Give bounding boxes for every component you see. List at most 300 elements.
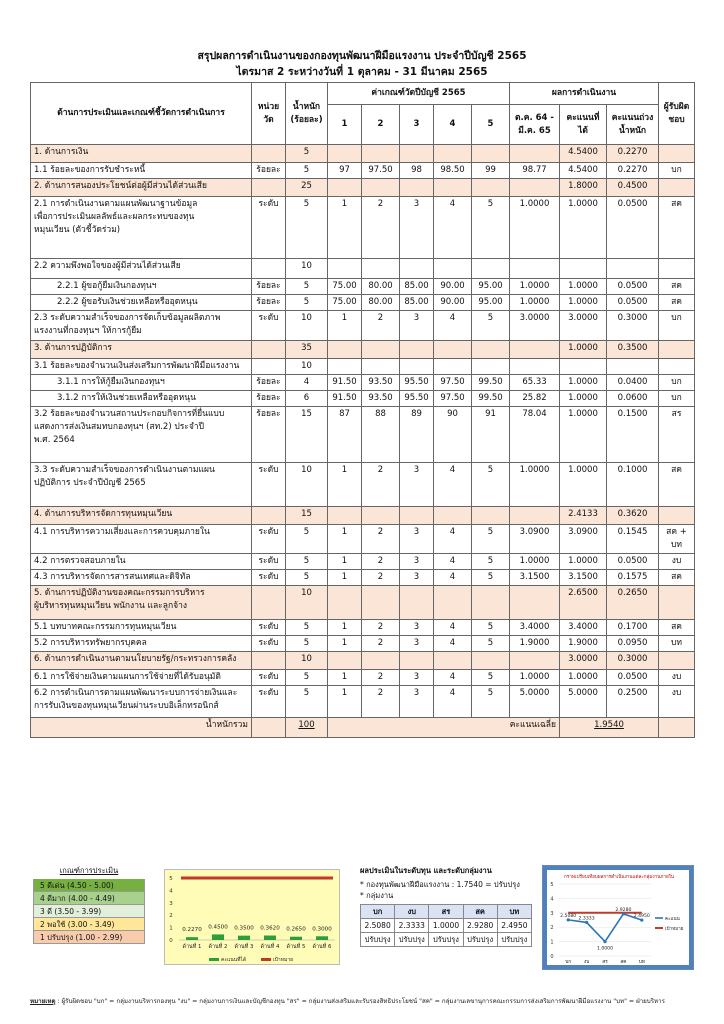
- y-tick-label: 3: [550, 910, 554, 917]
- target-cell: 5: [472, 670, 510, 686]
- target-cell: 85.00: [400, 295, 434, 311]
- indicator-row: [31, 197, 695, 259]
- target-cell: 2: [362, 525, 400, 554]
- target-cell: [472, 179, 510, 197]
- weight-cell: 5: [286, 525, 328, 554]
- owner-cell: สค + บท: [659, 525, 695, 554]
- target-cell: 99.50: [472, 375, 510, 391]
- target-cell: 4: [434, 554, 472, 570]
- indicator-label: 2.3 ระดับความสำเร็จของการจัดเก็บข้อมูลผลิตภาพ แรงงานที่กองทุนฯ ให้การกู้ยืม: [31, 311, 252, 341]
- bar-value-label: 0.2650: [286, 926, 306, 933]
- group-name: บก: [361, 905, 395, 919]
- weight-header: น้ำหนัก (ร้อยละ): [286, 83, 328, 145]
- group-score: 2.5080: [361, 919, 395, 933]
- owner-cell: [659, 586, 695, 620]
- weighted-score-cell: 0.4500: [607, 179, 659, 197]
- total-row: [31, 718, 695, 738]
- weighted-score-cell: 0.1545: [607, 525, 659, 554]
- group-name: งบ: [395, 905, 429, 919]
- unit-cell: [252, 359, 286, 375]
- indicator-row: [31, 375, 695, 391]
- owner-cell: สค: [659, 620, 695, 636]
- weight-cell: 5: [286, 145, 328, 163]
- score-cell: 1.9000: [560, 636, 607, 652]
- target-cell: [434, 507, 472, 525]
- score-cell: 3.0900: [560, 525, 607, 554]
- unit-cell: [252, 341, 286, 359]
- summary-heading: ผลประเมินในระดับทุน และระดับกลุ่มงาน: [360, 866, 492, 875]
- weight-cell: 5: [286, 570, 328, 586]
- indicator-row: [31, 295, 695, 311]
- y-tick-label: 2: [550, 925, 554, 932]
- target-cell: 91: [472, 407, 510, 463]
- weighted-score-cell: 0.0500: [607, 295, 659, 311]
- score-cell: 1.0000: [560, 407, 607, 463]
- target-cell: [400, 507, 434, 525]
- category-label: ด้านที่ 3: [234, 944, 254, 950]
- score-cell: 1.0000: [560, 670, 607, 686]
- weighted-score-cell: 0.0400: [607, 375, 659, 391]
- dimension-bar-chart: [164, 869, 340, 965]
- score-header: คะแนนที่ได้: [560, 105, 607, 145]
- target-cell: 2: [362, 554, 400, 570]
- bar-chart-svg: [165, 870, 341, 966]
- legend-label: คะแนนที่ได้: [221, 957, 247, 963]
- target-cell: 99: [472, 163, 510, 179]
- y-tick-label: 0: [550, 954, 554, 960]
- indicator-row: [31, 259, 695, 279]
- weighted-score-cell: 0.2270: [607, 145, 659, 163]
- target-cell: [362, 586, 400, 620]
- group-score: 2.3333: [395, 919, 429, 933]
- target-cell: [472, 145, 510, 163]
- unit-cell: ระดับ: [252, 525, 286, 554]
- target-cell: 1: [328, 670, 362, 686]
- unit-cell: ร้อยละ: [252, 295, 286, 311]
- target-cell: 85.00: [400, 279, 434, 295]
- owner-cell: งบ: [659, 554, 695, 570]
- weight-cell: 35: [286, 341, 328, 359]
- target-cell: 3: [400, 620, 434, 636]
- table-body: [31, 145, 695, 718]
- group-score: 2.9280: [463, 919, 497, 933]
- target-cell: [472, 507, 510, 525]
- indicator-row: [31, 525, 695, 554]
- period-result-cell: [510, 259, 560, 279]
- indicator-label: 2. ด้านการสนองประโยชน์ต่อผู้มีส่วนได้ส่วนเสีย: [31, 179, 252, 197]
- target-cell: [328, 341, 362, 359]
- unit-cell: ร้อยละ: [252, 279, 286, 295]
- category-label: สร: [602, 960, 608, 965]
- unit-cell: ระดับ: [252, 570, 286, 586]
- bar-value-label: 0.4500: [208, 924, 228, 931]
- point-value-label: 2.9280: [615, 907, 632, 913]
- period-result-cell: 65.33: [510, 375, 560, 391]
- group-rating: ปรับปรุง: [429, 933, 463, 947]
- indicator-label: 6. ด้านการดำเนินงานตามนโยบายรัฐ/กระทรวงการคลัง: [31, 652, 252, 670]
- group-rating: ปรับปรุง: [497, 933, 531, 947]
- weighted-score-cell: 0.1500: [607, 407, 659, 463]
- weighted-score-cell: 0.2500: [607, 686, 659, 718]
- unit-cell: ระดับ: [252, 620, 286, 636]
- y-tick-label: 0: [169, 938, 173, 944]
- score-bar: [238, 936, 250, 940]
- y-tick-label: 1: [550, 939, 554, 946]
- legend-item: 3 ดี (3.50 - 3.99): [33, 905, 145, 918]
- indicator-label: 6.2 การดำเนินการตามแผนพัฒนาระบบการจ่ายเงินและ การรับเงินของทุนหมุนเวียนผ่านระบบอิเล็กทรอนิกส์: [31, 686, 252, 718]
- unit-cell: [252, 179, 286, 197]
- weight-cell: 5: [286, 279, 328, 295]
- section-row: [31, 507, 695, 525]
- weight-cell: 10: [286, 652, 328, 670]
- owner-cell: บก: [659, 375, 695, 391]
- target-cell: 3: [400, 636, 434, 652]
- period-result-cell: 1.0000: [510, 295, 560, 311]
- indicator-row: [31, 311, 695, 341]
- target-cell: 80.00: [362, 295, 400, 311]
- target-cell: 75.00: [328, 295, 362, 311]
- indicator-label: 4.1 การบริหารความเสี่ยงและการควบคุมภายใน: [31, 525, 252, 554]
- report-title: สรุปผลการดำเนินงานของกองทุนพัฒนาฝีมือแรงงาน ประจำปีบัญชี 2565: [197, 50, 527, 62]
- owner-cell: [659, 259, 695, 279]
- score-bar: [212, 934, 224, 940]
- target-cell: [400, 145, 434, 163]
- target-cell: [434, 259, 472, 279]
- total-weight: 100: [286, 718, 328, 738]
- target-cell: 4: [434, 463, 472, 507]
- indicator-label: 4. ด้านการบริหารจัดการทุนหมุนเวียน: [31, 507, 252, 525]
- owner-cell: งบ: [659, 670, 695, 686]
- owner-cell: สร: [659, 407, 695, 463]
- group-name: บท: [497, 905, 531, 919]
- target-cell: [328, 359, 362, 375]
- level-header: 1: [328, 105, 362, 145]
- target-cell: 3: [400, 525, 434, 554]
- weighted-score-cell: 0.2270: [607, 163, 659, 179]
- target-cell: 3: [400, 686, 434, 718]
- indicator-row: [31, 636, 695, 652]
- unit-cell: [252, 145, 286, 163]
- bar-value-label: 0.2270: [182, 927, 202, 934]
- footnote-text: : ผู้รับผิดชอบ "บก" = กลุ่มงานบริหารกองทุน "งบ" = กลุ่มงานการเงินและบัญชีกองทุน "สร" = กลุ่มงานส่งเสริมและรับรองสิทธิประโยชน์ "สค" = กลุ่มงานเลขานุการคณะกรรมการส่งเสริมการพัฒนาฝีมือแรงงาน "บท" = ฝ่ายบริหาร: [57, 998, 665, 1005]
- unit-cell: [252, 259, 286, 279]
- period-result-cell: 25.82: [510, 391, 560, 407]
- target-cell: 89: [400, 407, 434, 463]
- target-cell: 5: [472, 554, 510, 570]
- target-cell: 97.50: [434, 391, 472, 407]
- target-cell: [400, 259, 434, 279]
- weight-cell: 6: [286, 391, 328, 407]
- target-cell: 88: [362, 407, 400, 463]
- target-cell: [400, 359, 434, 375]
- period-header: ต.ค. 64 - มี.ค. 65: [510, 105, 560, 145]
- score-cell: 3.0000: [560, 311, 607, 341]
- target-cell: 2: [362, 570, 400, 586]
- target-cell: 5: [472, 525, 510, 554]
- target-cell: [434, 652, 472, 670]
- section-row: [31, 652, 695, 670]
- target-cell: 4: [434, 311, 472, 341]
- target-cell: [362, 341, 400, 359]
- target-cell: [472, 259, 510, 279]
- unit-cell: ระดับ: [252, 311, 286, 341]
- owner-header: ผู้รับผิดชอบ: [659, 83, 695, 145]
- target-cell: 1: [328, 570, 362, 586]
- indicator-label: 1.1 ร้อยละของการรับชำระหนี้: [31, 163, 252, 179]
- line-chart-svg: [547, 870, 691, 967]
- group-name: สค: [463, 905, 497, 919]
- target-cell: 3: [400, 197, 434, 259]
- score-cell: 1.0000: [560, 554, 607, 570]
- target-cell: 95.50: [400, 375, 434, 391]
- unit-cell: ร้อยละ: [252, 407, 286, 463]
- indicator-label: 2.1 การดำเนินงานตามแผนพัฒนาฐานข้อมูล เพื่อการประเมินผลลัพธ์และผลกระทบของทุน หมุนเวียน (ตัวชี้วัดร่วม): [31, 197, 252, 259]
- criteria-header: ด้านการประเมินและเกณฑ์ชี้วัดการดำเนินการ: [31, 83, 252, 145]
- target-cell: [472, 586, 510, 620]
- owner-cell: บก: [659, 163, 695, 179]
- total-label: น้ำหนักรวม: [31, 718, 252, 738]
- evaluation-table: [30, 82, 695, 738]
- score-bar: [264, 936, 276, 940]
- indicator-label: 3.2 ร้อยละของจำนวนสถานประกอบกิจการที่ยื่นแบบ แสดงการส่งเงินสมทบกองทุนฯ (สท.2) ประจำปี พ.ศ. 2564: [31, 407, 252, 463]
- score-cell: 3.1500: [560, 570, 607, 586]
- weight-cell: 4: [286, 375, 328, 391]
- legend-label: เป้าหมาย: [665, 927, 684, 932]
- level-header: 3: [400, 105, 434, 145]
- unit-cell: ร้อยละ: [252, 391, 286, 407]
- indicator-row: [31, 163, 695, 179]
- target-cell: [400, 179, 434, 197]
- score-cell: 1.0000: [560, 375, 607, 391]
- indicator-label: 4.3 การบริหารจัดการสารสนเทศและดิจิทัล: [31, 570, 252, 586]
- target-cell: 5: [472, 311, 510, 341]
- score-cell: 1.0000: [560, 391, 607, 407]
- legend-swatch: [261, 958, 271, 961]
- target-cell: 2: [362, 636, 400, 652]
- weighted-score-cell: 0.0500: [607, 279, 659, 295]
- indicator-row: [31, 554, 695, 570]
- target-cell: 1: [328, 311, 362, 341]
- target-cell: 1: [328, 525, 362, 554]
- weight-cell: 10: [286, 359, 328, 375]
- summary-panel: [360, 865, 535, 947]
- level-header: 2: [362, 105, 400, 145]
- weighted-score-cell: 0.0600: [607, 391, 659, 407]
- target-cell: 95.50: [400, 391, 434, 407]
- indicator-label: 3.1.2 การให้เงินช่วยเหลือหรืออุดหนุน: [31, 391, 252, 407]
- target-cell: [472, 341, 510, 359]
- target-cell: 97.50: [362, 163, 400, 179]
- weight-cell: 5: [286, 554, 328, 570]
- group-name: สร: [429, 905, 463, 919]
- period-result-cell: 1.0000: [510, 197, 560, 259]
- target-cell: 93.50: [362, 391, 400, 407]
- owner-cell: [659, 145, 695, 163]
- target-cell: 3: [400, 570, 434, 586]
- legend-item: 4 ดีมาก (4.00 - 4.49): [33, 892, 145, 905]
- score-bar: [290, 937, 302, 940]
- target-cell: 3: [400, 554, 434, 570]
- category-label: ด้านที่ 2: [208, 944, 228, 950]
- indicator-row: [31, 670, 695, 686]
- target-cell: 95.00: [472, 279, 510, 295]
- indicator-label: 3. ด้านการปฏิบัติการ: [31, 341, 252, 359]
- target-cell: 2: [362, 686, 400, 718]
- bar-value-label: 0.3500: [234, 925, 254, 932]
- target-cell: 4: [434, 197, 472, 259]
- unit-cell: ร้อยละ: [252, 375, 286, 391]
- target-cell: 4: [434, 525, 472, 554]
- bar-value-label: 0.3000: [312, 926, 332, 933]
- weight-cell: 5: [286, 636, 328, 652]
- unit-cell: [252, 507, 286, 525]
- owner-cell: [659, 179, 695, 197]
- score-bar: [186, 937, 198, 940]
- weighted-score-cell: 0.1700: [607, 620, 659, 636]
- section-row: [31, 179, 695, 197]
- average-label: คะแนนเฉลี่ย: [328, 718, 560, 738]
- target-cell: 97.50: [434, 375, 472, 391]
- unit-cell: ระดับ: [252, 463, 286, 507]
- period-result-cell: 3.0900: [510, 525, 560, 554]
- weight-cell: 15: [286, 407, 328, 463]
- period-result-cell: [510, 145, 560, 163]
- score-cell: [560, 359, 607, 375]
- indicator-label: 3.3 ระดับความสำเร็จของการดำเนินงานตามแผน ปฏิบัติการ ประจำปีบัญชี 2565: [31, 463, 252, 507]
- target-cell: 93.50: [362, 375, 400, 391]
- indicator-label: 3.1 ร้อยละของจำนวนเงินส่งเสริมการพัฒนาฝีมือแรงงาน: [31, 359, 252, 375]
- weighted-score-cell: 0.1000: [607, 463, 659, 507]
- period-result-cell: 78.04: [510, 407, 560, 463]
- weighted-score-cell: 0.3620: [607, 507, 659, 525]
- target-cell: 90.00: [434, 295, 472, 311]
- period-result-cell: 1.0000: [510, 554, 560, 570]
- period-result-cell: 98.77: [510, 163, 560, 179]
- target-cell: [472, 652, 510, 670]
- target-cell: [434, 359, 472, 375]
- score-cell: 1.0000: [560, 463, 607, 507]
- target-cell: 4: [434, 686, 472, 718]
- group-score: 1.0000: [429, 919, 463, 933]
- score-cell: 4.5400: [560, 145, 607, 163]
- period-result-cell: 5.0000: [510, 686, 560, 718]
- indicator-label: 2.2.2 ผู้ขอรับเงินช่วยเหลือหรืออุดหนุน: [31, 295, 252, 311]
- weighted-score-cell: 0.3000: [607, 652, 659, 670]
- weighted-score-cell: 0.0500: [607, 197, 659, 259]
- weight-cell: 10: [286, 311, 328, 341]
- weighted-header: คะแนนถ่วงน้ำหนัก: [607, 105, 659, 145]
- target-cell: 4: [434, 636, 472, 652]
- category-label: ด้านที่ 5: [286, 944, 306, 950]
- unit-cell: [252, 586, 286, 620]
- target-cell: 80.00: [362, 279, 400, 295]
- owner-cell: สค: [659, 197, 695, 259]
- target-cell: [400, 586, 434, 620]
- group-score: 2.4950: [497, 919, 531, 933]
- unit-cell: [252, 652, 286, 670]
- indicator-row: [31, 620, 695, 636]
- weight-cell: 10: [286, 259, 328, 279]
- owner-cell: บท: [659, 636, 695, 652]
- owner-cell: [659, 359, 695, 375]
- score-cell: 3.0000: [560, 652, 607, 670]
- owner-cell: สค: [659, 295, 695, 311]
- unit-cell: ระดับ: [252, 636, 286, 652]
- indicator-label: 6.1 การใช้จ่ายเงินตามแผนการใช้จ่ายที่ได้รับอนุมัติ: [31, 670, 252, 686]
- indicator-label: 5. ด้านการปฏิบัติงานของคณะกรรมการบริหาร ผู้บริหารทุนหมุนเวียน พนักงาน และลูกจ้าง: [31, 586, 252, 620]
- target-cell: [434, 586, 472, 620]
- period-result-cell: [510, 586, 560, 620]
- y-tick-label: 5: [169, 876, 173, 882]
- weighted-score-cell: 0.0500: [607, 554, 659, 570]
- period-result-cell: 1.0000: [510, 463, 560, 507]
- target-cell: 98: [400, 163, 434, 179]
- weighted-score-cell: 0.1575: [607, 570, 659, 586]
- score-cell: 2.6500: [560, 586, 607, 620]
- target-cell: 4: [434, 670, 472, 686]
- weighted-score-cell: 0.3000: [607, 311, 659, 341]
- score-bar: [316, 936, 328, 940]
- legend-item: 5 ดีเด่น (4.50 - 5.00): [33, 879, 145, 892]
- owner-cell: [659, 341, 695, 359]
- y-tick-label: 3: [169, 900, 173, 907]
- indicator-row: [31, 686, 695, 718]
- category-label: บก: [565, 960, 572, 965]
- target-cell: [362, 145, 400, 163]
- legend-item: 1 ปรับปรุง (1.00 - 2.99): [33, 931, 145, 944]
- group-label: * กลุ่มงาน: [360, 891, 394, 900]
- target-cell: 5: [472, 570, 510, 586]
- category-label: ด้านที่ 6: [312, 944, 332, 950]
- weight-cell: 10: [286, 586, 328, 620]
- y-tick-label: 4: [169, 888, 173, 895]
- weighted-score-cell: [607, 259, 659, 279]
- indicator-row: [31, 391, 695, 407]
- y-tick-label: 5: [550, 882, 554, 888]
- legend-label: เป้าหมาย: [273, 957, 294, 963]
- unit-header: หน่วยวัด: [252, 83, 286, 145]
- score-cell: [560, 259, 607, 279]
- category-label: งบ: [583, 960, 590, 965]
- bottom-panel: [30, 865, 694, 970]
- fund-result: * กองทุนพัฒนาฝีมือแรงงาน : 1.7540 = ปรับปรุง: [360, 880, 520, 889]
- target-cell: 5: [472, 620, 510, 636]
- indicator-label: 5.1 บทบาทคณะกรรมการทุนหมุนเวียน: [31, 620, 252, 636]
- unit-cell: ระดับ: [252, 197, 286, 259]
- target-cell: [434, 341, 472, 359]
- score-cell: 1.0000: [560, 279, 607, 295]
- period-result-cell: [510, 359, 560, 375]
- y-tick-label: 2: [169, 913, 173, 920]
- target-cell: 1: [328, 686, 362, 718]
- point-value-label: 2.3333: [578, 916, 595, 922]
- target-cell: 99.50: [472, 391, 510, 407]
- indicator-row: [31, 463, 695, 507]
- target-cell: 3: [400, 463, 434, 507]
- criteria-legend: [33, 865, 145, 944]
- period-result-cell: 1.0000: [510, 279, 560, 295]
- weight-cell: 5: [286, 670, 328, 686]
- footnote-label: หมายเหตุ: [30, 998, 56, 1005]
- target-cell: 5: [472, 636, 510, 652]
- category-label: บท: [638, 960, 645, 965]
- bar-value-label: 0.3620: [260, 925, 280, 932]
- indicator-label: 2.2 ความพึงพอใจของผู้มีส่วนได้ส่วนเสีย: [31, 259, 252, 279]
- target-cell: 90: [434, 407, 472, 463]
- section-row: [31, 586, 695, 620]
- target-cell: 3: [400, 670, 434, 686]
- point-value-label: 2.4950: [633, 914, 650, 920]
